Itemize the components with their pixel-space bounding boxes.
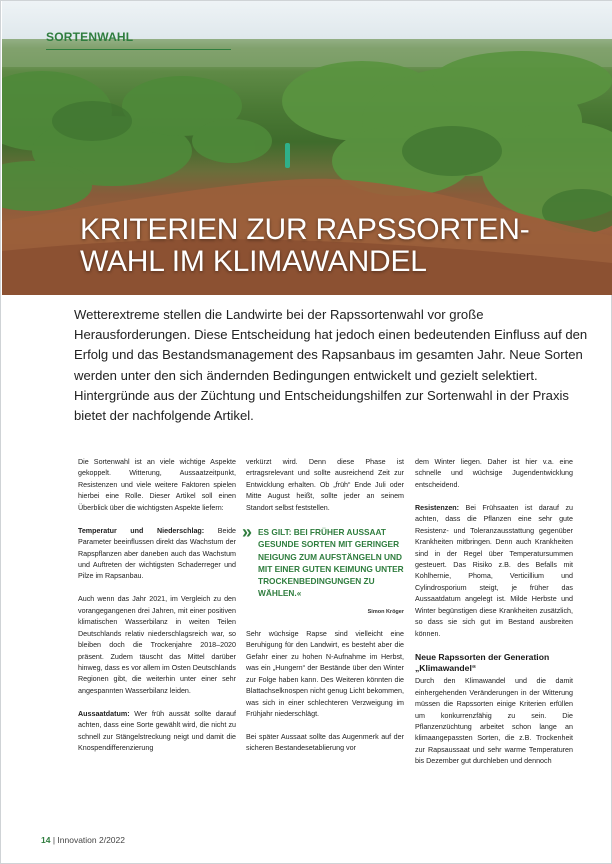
paragraph: Durch den Klimawandel und die damit einhergehenden Veränderungen in der Witterung müssen die Rapssorten einige Kriterien erfüllen um konkurrenzfähig zu sein. Die Pflanzenzüchtung arbeitet schon lange an klimaangepassten Sorten, die z.B. Trockenheit zur Rapsaussaat und sehr warme Temperaturen bis Dezember gut durchleben und dennoch [415,677,573,766]
headline-line-1: KRITERIEN ZUR RAPSSORTEN- [80,213,530,246]
paragraph: verkürzt wird. Denn diese Phase ist ertragsrelevant und sollte ausreichend Zeit zur Entwicklung erhalten. Ob „früh“ Ende Juli oder Mitte August heißt, sollte jeder an seinem Standort selbst feststellen. [246,458,404,512]
section-label: SORTENWAHL [46,30,134,44]
subheading: Neue Rapssorten der Generation „Klimawandel“ [415,652,550,674]
intro-paragraph: Wetterextreme stellen die Landwirte bei der Rapssortenwahl vor große Herausforderungen. Diese Entscheidung hat jedoch einen bedeutenden Einfluss auf den Erfolg und das Bestandsmanagement des Rapsanbaus im gesamten Jahr. Neue Sorten werden unter den sich ändernden Bedingungen entwickelt und gezielt selektiert. Hintergründe aus der Züchtung und Entscheidungshilfen zur Sortenwahl in der Praxis bietet der nachfolgende Artikel. [74,307,588,424]
quote-mark: » [242,522,253,543]
column-2 [242,457,404,766]
page-number: 14 [41,835,51,845]
footer-separator: | [50,835,58,845]
paragraph: Bei später Aussaat sollte das Augenmerk auf der sicheren Bestandesetablierung vor [246,732,404,753]
paragraph: dem Winter liegen. Daher ist hier v.a. eine schnelle und wüchsige Jugendentwicklung entscheidend. [415,458,573,489]
pull-quote [242,522,404,619]
column-3 [415,457,573,779]
paragraph-text: Beide Parameter beeinflussen direkt das Wachstum der Rapspflanzen aber daneben auch das Wachstum und Auftreten der wichtigsten Schaderreger und Pilze im Rapsanbau. [78,526,237,581]
quote-text: ES GILT: BEI FRÜHER AUSSAAT GESUNDE SORTEN MIT GERINGER NEIGUNG ZUM AUFSTÄNGELN UND MIT EINER GUTEN KEIMUNG UNTER TROCKENBEDINGUNGEN ZU WÄHLEN.« [258,527,404,599]
page-footer [41,835,125,845]
paragraph [78,709,236,755]
headline [80,214,600,278]
paragraph-text: Bei Frühsaaten ist darauf zu achten, dass die Pflanzen eine sehr gute Resistenz- und Toleranzausstattung gegenüber Krankheiten mitbringen. Denn auch Krankheiten sind in der Regel über Temperatursummen gesteuert. Das Risiko z.B. des Befalls mit Kohlhernie, Phoma, Verticillium und Cylindrosporium steigt, je früher das Aussaatdatum angelegt ist. Milde Herbste und Winter begünstigen diese Krankheiten zusätzlich, so dass sie sich gut im Bestand ausbreiten können. [415,503,573,638]
paragraph: Die Sortenwahl ist an viele wichtige Aspekte gekoppelt. Witterung, Aussaatzeitpunkt, Resistenzen und viele weitere Faktoren spielen hierbei eine Rolle. Dieser Artikel soll einen Überblick über die wichtigsten Aspekte liefern: [78,458,236,512]
paragraph [78,526,236,583]
paragraph: Auch wenn das Jahr 2021, im Vergleich zu den vorangegangenen drei Jahren, mit einer positiven klimatischen Wasserbilanz in weiten Teilen Deutschlands relativ niederschlagsreich war, so bleiben doch die Trockenjahre 2018–2020 präsent. Zudem täuscht das Mittel darüber hinweg, dass es vor allem im Osten Deutschlands Regionen gibt, die weiterhin unter einer sehr angespannten Wasserbilanz leiden. [78,595,236,695]
hero-photo-rapeseed-field [2,1,612,295]
paragraph: Sehr wüchsige Rapse sind vielleicht eine Beruhigung für den Landwirt, es besteht aber die Gefahr einer zu hohen N-Aufnahme im Herbst, was ein „Hungern“ der Bestände über den Winter zur Folge haben kann. Des Weiteren könnten die Blattachselknospen nicht genug Licht bekommen, was sich in einer schlechteren Verzweigung im Frühjahr niederschlägt. [246,629,404,719]
headline-line-2: WAHL IM KLIMAWANDEL [80,245,427,278]
paragraph [415,503,573,640]
paragraph-lead: Temperatur und Niederschlag: [78,526,205,535]
paragraph-lead: Aussaatdatum: [78,709,130,718]
paragraph-text: Wer früh aussät sollte darauf achten, dass eine Sorte gewählt wird, die nicht zu schnell zur Stängelstreckung neigt und damit die Knospendifferenzierung [78,709,236,753]
section-rule [46,49,231,50]
quote-author: Simon Kröger [367,609,404,616]
column-1 [78,457,236,766]
paragraph-lead: Resistenzen: [415,503,460,512]
issue-label: Innovation 2/2022 [57,835,125,845]
